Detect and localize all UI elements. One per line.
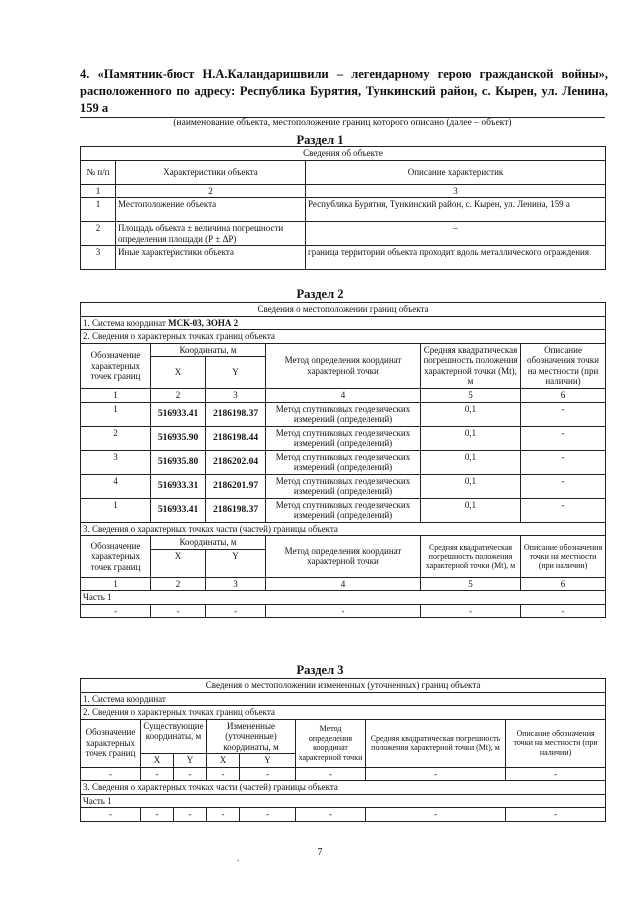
system-value: МСК-03, ЗОНА 2 [168,317,239,328]
num-cell: 2 [151,577,206,591]
point-desc: - [521,474,606,498]
num-cell: 4 [266,389,421,403]
dash-cell: - [151,604,206,618]
point-y: 2186198.37 [206,402,266,426]
col-point-header: Обозначение характерных точек границ [81,536,151,578]
section2-table-title: Сведения о местоположении границ объекта [81,303,606,317]
point-error: 0,1 [421,474,521,498]
point-desc: - [521,450,606,474]
col-error-header: Средняя квадратическая погрешность положения характерной точки (Mt), м [366,719,506,767]
dash-cell: - [506,808,606,822]
row-desc: Республика Бурятия, Тункинский район, с. Кырен, ул. Ленина, 159 а [306,198,606,222]
col-x-header: X [141,754,174,768]
table-row [81,198,606,222]
coordinate-system [81,316,606,330]
point-x: 516933.31 [151,474,206,498]
row-no: 3 [81,246,116,270]
point-desc: - [521,498,606,522]
table-row [81,450,606,474]
num-cell: 2 [151,389,206,403]
table-row [81,222,606,246]
section1-title: Раздел 1 [296,133,344,147]
num-cell: 5 [421,577,521,591]
section2-table [80,302,606,618]
col-desc-header: Описание обозначения точки на местности (при наличии) [521,343,606,389]
point-error: 0,1 [421,426,521,450]
point-name: 1 [81,498,151,522]
point-y: 2186201.97 [206,474,266,498]
col-y-header: Y [240,754,296,768]
point-y: 2186202.04 [206,450,266,474]
table-row [81,426,606,450]
dash-cell: - [266,604,421,618]
dash-cell: - [521,604,606,618]
table-row [81,767,606,781]
table-row [81,808,606,822]
col-changed-header: Измененные (уточненные) координаты, м [207,719,296,754]
col-desc-header: Описание обозначения точки на местности (при наличии) [506,719,606,767]
points-title: 2. Сведения о характерных точках границ объекта [81,330,606,344]
num-cell: 4 [266,577,421,591]
table-row [81,604,606,618]
point-desc: - [521,402,606,426]
row-desc: граница территории объекта проходит вдоль металлического ограждения [306,246,606,270]
dash-cell: - [240,808,296,822]
col-coords-header: Координаты, м [151,536,266,550]
dash-cell: - [240,767,296,781]
section3-table-title: Сведения о местоположении измененных (уточненных) границ объекта [81,679,606,693]
point-error: 0,1 [421,450,521,474]
row-desc: – [306,222,606,246]
row-no: 1 [81,198,116,222]
parts-title: 3. Сведения о характерных точках части (частей) границы объекта [81,781,606,795]
point-method: Метод спутниковых геодезических измерений (определений) [266,450,421,474]
num-cell: 1 [81,577,151,591]
dash-cell: - [81,808,141,822]
section3-table [80,678,606,822]
footer-mark: . [237,853,240,863]
table-row [81,402,606,426]
num-cell: 3 [206,577,266,591]
dash-cell: - [506,767,606,781]
row-char: Иные характеристики объекта [116,246,306,270]
point-x: 516933.41 [151,498,206,522]
num-cell: 2 [116,184,306,198]
dash-cell: - [296,808,366,822]
col-point-header: Обозначение характерных точек границ [81,719,141,767]
row-char: Местоположение объекта [116,198,306,222]
dash-cell: - [206,604,266,618]
col-error-header: Средняя квадратическая погрешность положения характерной точки (Mt), м [421,343,521,389]
col-char-header: Характеристики объекта [116,160,306,184]
point-method: Метод спутниковых геодезических измерений (определений) [266,498,421,522]
coordinate-system: 1. Система координат [81,692,606,706]
point-name: 4 [81,474,151,498]
point-x: 516933.41 [151,402,206,426]
point-method: Метод спутниковых геодезических измерений (определений) [266,426,421,450]
col-no-header: № п/п [81,160,116,184]
col-desc-header: Описание обозначения точки на местности (при наличии) [521,536,606,578]
dash-cell: - [366,767,506,781]
dash-cell: - [81,767,141,781]
point-name: 2 [81,426,151,450]
dash-cell: - [81,604,151,618]
page-number: 7 [317,847,323,858]
dash-cell: - [366,808,506,822]
dash-cell: - [174,808,207,822]
num-cell: 1 [81,389,151,403]
col-x-header: X [151,357,206,389]
num-cell: 5 [421,389,521,403]
dash-cell: - [207,808,240,822]
col-y-header: Y [206,549,266,577]
point-y: 2186198.44 [206,426,266,450]
section1-table [80,146,606,270]
col-x-header: X [207,754,240,768]
dash-cell: - [207,767,240,781]
point-method: Метод спутниковых геодезических измерений (определений) [266,474,421,498]
point-name: 3 [81,450,151,474]
col-point-header: Обозначение характерных точек границ [81,343,151,389]
section2-title: Раздел 2 [296,287,344,301]
point-y: 2186198.37 [206,498,266,522]
point-x: 516935.90 [151,426,206,450]
point-error: 0,1 [421,402,521,426]
col-desc-header: Описание характеристик [306,160,606,184]
point-x: 516935.80 [151,450,206,474]
point-error: 0,1 [421,498,521,522]
point-desc: - [521,426,606,450]
points-title: 2. Сведения о характерных точках границ объекта [81,706,606,720]
part-label: Часть 1 [81,794,606,808]
dash-cell: - [141,767,174,781]
parts-title: 3. Сведения о характерных точках части (частей) границы объекта [81,522,606,536]
row-char: Площадь объекта ± величина погрешности определения площади (Р ± ΔР) [116,222,306,246]
num-cell: 3 [306,184,606,198]
row-no: 2 [81,222,116,246]
table-row [81,498,606,522]
table-row [81,474,606,498]
part-label: Часть 1 [81,591,606,605]
point-name: 1 [81,402,151,426]
table-row [81,246,606,270]
num-cell: 6 [521,577,606,591]
system-label: 1. Система координат [83,317,166,328]
point-method: Метод спутниковых геодезических измерений (определений) [266,402,421,426]
object-title: 4. «Памятник-бюст Н.А.Каландаришвили – легендарному герою гражданской войны», расположенного по адресу: Республика Бурятия, Тункинский район, с. Кырен, ул. Ленина, 159 а [80,67,608,115]
col-x-header: X [151,549,206,577]
dash-cell: - [296,767,366,781]
col-method-header: Метод определения координат характерной точки [266,536,421,578]
col-error-header: Средняя квадратическая погрешность положения характерной точки (Mt), м [421,536,521,578]
dash-cell: - [174,767,207,781]
col-y-header: Y [174,754,207,768]
section3-title: Раздел 3 [296,663,344,677]
num-cell: 1 [81,184,116,198]
num-cell: 3 [206,389,266,403]
col-method-header: Метод определения координат характерной точки [266,343,421,389]
col-existing-header: Существующие координаты, м [141,719,207,754]
title-caption: (наименование объекта, местоположение границ которого описано (далее – объект) [173,118,512,128]
col-y-header: Y [206,357,266,389]
col-coords-header: Координаты, м [151,343,266,357]
dash-cell: - [141,808,174,822]
section1-table-title: Сведения об объекте [81,147,606,161]
col-method-header: Метод определения координат характерной точки [296,719,366,767]
num-cell: 6 [521,389,606,403]
dash-cell: - [421,604,521,618]
